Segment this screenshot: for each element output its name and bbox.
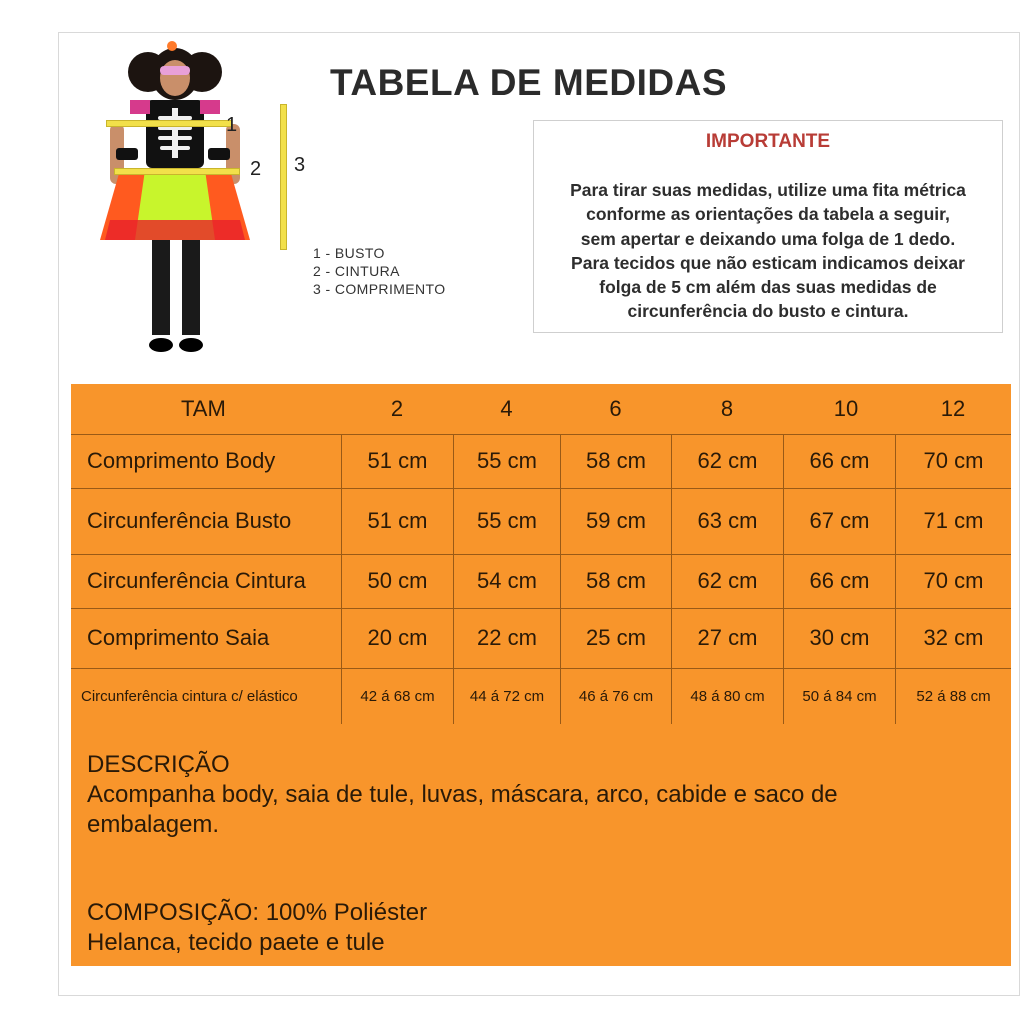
table-cell: 30 cm [783,608,895,668]
table-cell: 70 cm [895,434,1011,488]
table-cell: 67 cm [783,488,895,554]
table-cell: 50 cm [341,554,453,608]
row-label: Circunferência Cintura [87,568,306,593]
important-line: Para tirar suas medidas, utilize uma fita métrica [570,180,966,200]
important-body [534,178,1002,324]
description-text: embalagem. [87,811,220,838]
size-table [71,384,1011,724]
important-line: Para tecidos que não esticam indicamos deixar [571,252,965,273]
header-tam: TAM [181,396,226,421]
header-size: 4 [500,396,513,421]
marker-2: 2 [250,158,262,180]
table-cell: 58 cm [560,434,671,488]
table-cell: 42 á 68 cm [341,668,453,724]
table-cell: 52 á 88 cm [895,668,1011,724]
description-text: Acompanha body, saia de tule, luvas, máscara, arco, cabide e saco de [87,781,838,808]
important-line: folga de 5 cm além das suas medidas de [599,277,937,298]
table-cell: 70 cm [895,554,1011,608]
table-cell: 27 cm [671,608,783,668]
table-cell: 25 cm [560,608,671,668]
header-size: 12 [940,396,966,421]
important-notice [533,120,1003,333]
table-cell: 20 cm [341,608,453,668]
legend-cintura: 2 - CINTURA [313,263,400,279]
marker-1: 1 [226,114,238,136]
table-cell: 46 á 76 cm [560,668,671,724]
header-size: 6 [609,396,622,421]
waist-measure-tape [114,168,240,175]
legend-comprimento: 3 - COMPRIMENTO [313,281,446,297]
table-row [71,488,1011,555]
table-cell: 66 cm [783,434,895,488]
table-row [71,608,1011,669]
row-label: Comprimento Body [87,448,276,473]
header-size: 2 [390,396,404,421]
table-cell: 58 cm [560,554,671,608]
table-cell: 22 cm [453,608,560,668]
header-size: 8 [720,396,734,421]
table-cell: 66 cm [783,554,895,608]
important-line: circunferência do busto e cintura. [627,301,909,322]
table-cell: 63 cm [671,488,783,554]
table-row [71,434,1011,489]
description-box [71,724,1011,966]
table-cell: 59 cm [560,488,671,554]
marker-3: 3 [294,154,306,176]
table-cell: 54 cm [453,554,560,608]
table-cell: 62 cm [671,434,783,488]
table-cell: 51 cm [341,488,453,554]
table-cell: 62 cm [671,554,783,608]
length-measure-tape [280,104,287,250]
model-photo [100,40,300,360]
table-row [71,668,1011,725]
bust-measure-tape [106,120,232,127]
composition-heading: COMPOSIÇÃO: 100% Poliéster [87,899,428,926]
measurement-legend [313,244,446,298]
table-cell: 51 cm [341,434,453,488]
table-cell: 50 á 84 cm [783,668,895,724]
important-line: sem apertar e deixando uma folga de 1 dedo. [580,228,956,249]
table-header-row [71,384,1011,435]
table-cell: 48 á 80 cm [671,668,783,724]
important-line: conforme as orientações da tabela a seguir, [586,204,950,225]
table-cell: 55 cm [453,488,560,554]
table-cell: 71 cm [895,488,1011,554]
description-heading: DESCRIÇÃO [87,751,230,778]
table-cell: 44 á 72 cm [453,668,560,724]
table-cell: 55 cm [453,434,560,488]
table-row [71,554,1011,609]
header-size: 10 [833,396,859,421]
row-label: Circunferência cintura c/ elástico [81,687,298,705]
row-label: Comprimento Saia [87,625,270,650]
row-label: Circunferência Busto [87,508,292,533]
table-cell: 32 cm [895,608,1011,668]
important-heading: IMPORTANTE [705,131,831,152]
page-title: TABELA DE MEDIDAS [330,62,727,103]
composition-text: Helanca, tecido paete e tule [87,929,385,956]
legend-busto: 1 - BUSTO [313,245,385,261]
